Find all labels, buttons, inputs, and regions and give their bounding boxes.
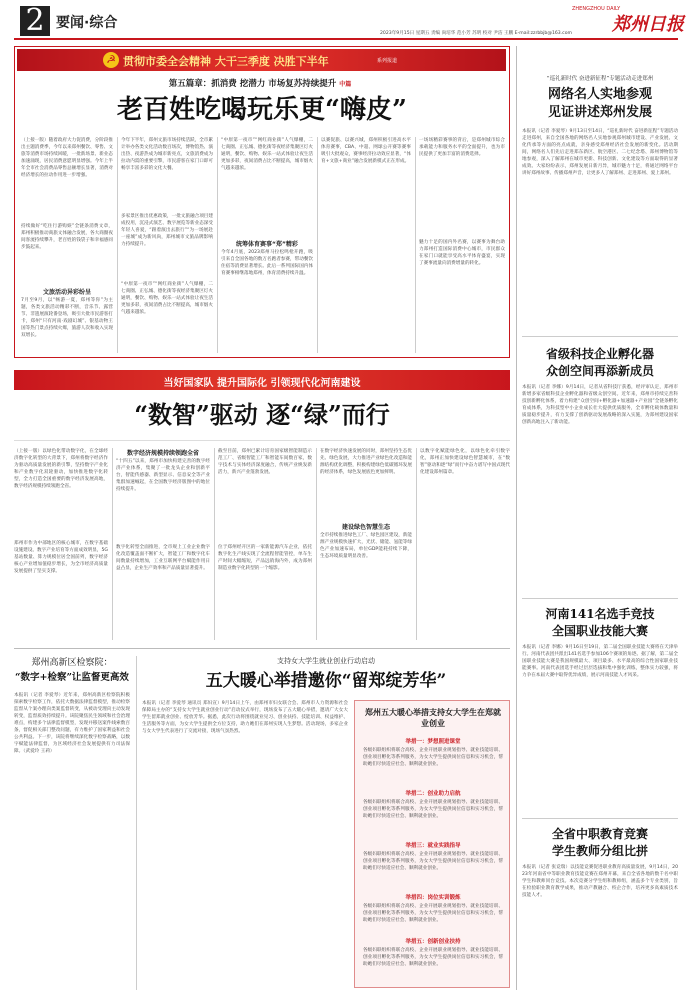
top-subtitle-text: 第五篇章：抓消费 挖潜力 市场复苏持续提升	[168, 79, 337, 89]
bottom-left-headline-1: 郑州高新区检察院：	[31, 658, 113, 668]
mid-col-rule-3	[316, 448, 317, 640]
section-title: 要闻·综合	[56, 15, 118, 31]
banner-main-text: 贯彻市委全会精神 大干三季度 决胜下半年	[123, 55, 329, 68]
bottom-divider	[14, 648, 510, 649]
right-a4-title-1: 全省中职教育竞赛	[551, 827, 648, 841]
mid-paragraph-8: 全市持续推进绿色工厂、绿色园区建设，新能源产业规模快速扩大，光伏、储能、氢能等绿色产业加速布局，单位GDP能耗持续下降，生态环境质量明显改善。	[320, 533, 412, 559]
mid-paragraph-2: 郑州市作为中部地区的核心城市，在数字基础设施建设、数字产业培育等方面成效明显，5G基站数量、算力规模位居全国前列，数字经济核心产业增加值稳步增长，为全市经济高质量发展提供了坚实支撑。	[14, 541, 108, 574]
bottom-left-article	[14, 656, 130, 990]
measure-text-1: 各级妇联组织将联合高校、企业开展职业规划指导、就业技能培训、创业项目孵化等系列服务，为女大学生提供岗位信息和实习机会，帮助她们尽快适应社会、顺利就业创业。	[363, 748, 503, 767]
masthead	[0, 0, 690, 40]
right-a3-body: 本报讯（记者 李娜）9月16日至19日，第二届全国职业技能大赛将在天津举行。河南代表团共派出141名选手参加106个赛项的角逐。据了解，第二届全国职业技能大赛是我国规模最大、项目最多、水平最高的综合性国家职业技能赛事。河南代表团选手经过层层选拔和集中强化训练，整体实力较强，将力争在本届大赛中取得优异成绩，展示河南技能人才风采。	[522, 645, 678, 678]
right-a1-title-1: 网络名人实地参观	[547, 87, 652, 102]
right-a3-title-2: 全国职业技能大赛	[551, 624, 648, 638]
top-paragraph-2: 7月至9月，以“畅游一夏，郑州等你”为主题，各类文旅活动精彩不断，音乐节、露营节、非遗展演轮番登场，吸引大批市民游客打卡，郑州“只有河南·戏剧幻城”、银基动物王国等热门景点持续火爆，旅游人次和收入实现双增长。	[21, 298, 113, 338]
right-a1-body: 本报讯（记者 李爱琴）9月13日至14日，“巡礼新时代 奋进新征程”专题活动走进郑州，来自全国各地的网络名人实地参观郑州城市建设、产业发展、文化传承等方面的亮点成就，亲身感受郑州经济社会发展的新变化。活动期间，网络名人们先后走进郑东新区、航空港区、二七纪念塔、郑州博物馆等地参观，深入了解郑州在城市更新、科技创新、文化建设等方面取得的显著成效。大家纷纷表示，郑州发展日新月异，城市魅力十足，将通过网络平台讲好郑州故事、传播郑州声音，让更多人了解郑州、走进郑州、爱上郑州。	[522, 129, 678, 176]
party-emblem-icon: ☭	[103, 52, 119, 68]
top-paragraph-9: 魅力十足的国内外名赛，以赛事为舞台助力郑州打造国际消费中心城市，市民群众在家门口就能享受高水平体育盛宴，实现了赛事流量向消费增量的转化。	[419, 240, 505, 266]
top-feature-box	[14, 46, 510, 358]
paper-en-name: ZHENGZHOU DAILY	[572, 6, 621, 12]
mid-col-rule-2	[214, 448, 215, 640]
top-subtitle	[115, 77, 405, 89]
mid-headline-rule	[14, 440, 510, 441]
top-col-rule-4	[415, 137, 416, 353]
top-headline: 老百姓吃喝玩乐更“嗨皮”	[117, 95, 407, 125]
mid-paragraph-6: 位于郑州经开区的一家新能源汽车企业，依托数字化生产线实现了全流程智能管控，单车生产时间大幅缩短，产品远销海内外，成为郑州制造业数字化转型的一个缩影。	[218, 545, 312, 571]
measure-item-1: 举措一：梦想照进课堂	[405, 739, 461, 745]
top-col-rule-1	[117, 137, 118, 353]
right-col-rule	[516, 46, 517, 990]
measure-item-2: 举措二：创业助力启航	[405, 791, 461, 797]
top-section-head-1: 文旅活动异彩纷呈	[42, 289, 91, 296]
measure-text-5: 各级妇联组织将联合高校、企业开展职业规划指导、就业技能培训、创业项目孵化等系列服务，为女大学生提供岗位信息和实习机会，帮助她们尽快适应社会、顺利就业创业。	[363, 948, 503, 967]
issue-info: 2023年9月15日 星期五 责编 尚培华 范小芳 苏明 校对 尹洁 王鹏 E-mail:zzrbbjb@163.com	[380, 31, 572, 36]
measure-item-5: 举措五：创新创业扶持	[405, 939, 461, 945]
mid-subhead-2: 建设绿色智慧生态	[341, 524, 390, 531]
measures-box	[354, 700, 510, 988]
right-a2-body: 本报讯（记者 李娜）9月14日，记者从省科技厅获悉，经评审认定，郑州市新增多家省级科技企业孵化器和省级众创空间。近年来，郑州市持续完善科技创新孵化体系，着力构建“众创空间+孵化器+加速器+产业园”全链条孵化育成体系，为科技型中小企业成长壮大提供优质服务，全市孵化载体数量和质量稳步提升，有力支撑了创新驱动发展战略的深入实施，为郑州建设国家创新高地注入了新动能。	[522, 385, 678, 425]
measure-text-3: 各级妇联组织将联合高校、企业开展职业规划指导、就业技能培训、创业项目孵化等系列服务，为女大学生提供岗位信息和实习机会，帮助她们尽快适应社会、顺利就业创业。	[363, 852, 503, 871]
mid-banner	[14, 370, 510, 390]
right-a3-title-1: 河南141名选手竞技	[545, 607, 655, 621]
top-paragraph-1b: 持续做好“吃住行游购娱”全链条消费文章，郑州积极推动商旅文体融合发展，各大商圈夜间客流持续攀升，老百姓的钱袋子和幸福感同步鼓起来。	[21, 224, 113, 250]
top-paragraph-7: 以赛促旅、以赛兴城，郑州积极引进高水平体育赛事，CBA、中超、网球公开赛等赛事吸引大批观众，赛事经济拉动效应显著，“体育+文旅+商业”融合发展新模式正在形成。	[321, 138, 411, 164]
mid-paragraph-9: 以数字化赋能绿色化，以绿色化牵引数字化，郑州正加快建设绿色智慧城市，在“数智”驱动和逐“绿”而行中奋力谱写中国式现代化建设郑州篇章。	[420, 449, 510, 475]
bottom-col-rule	[136, 656, 137, 990]
mid-paragraph-5: 截至目前，郑州已累计培育国家级智能制造示范工厂、省级智能工厂和智能车间数百家，数字技术与实体经济深度融合，传统产业焕发新活力，新兴产业蓬勃发展。	[218, 449, 312, 475]
right-rule-1	[522, 336, 678, 337]
mid-paragraph-7: 在数字经济快速发展的同时，郑州坚持生态优先、绿色发展，大力推进产业绿色化改造和能源结构优化调整，积极构建绿色低碳循环发展的经济体系，绿色发展底色更加鲜明。	[320, 449, 412, 475]
top-paragraph-8: 一场场精彩赛事的背后，是郑州城市综合承载能力和服务水平的全面提升，也为市民提供了更加丰富的消费选择。	[419, 138, 505, 157]
masthead-rule	[14, 38, 678, 40]
bottom-center-headline: 五大暖心举措邀你“留郑绽芳华”	[205, 671, 447, 691]
right-a1-kicker: “巡礼新时代 奋进新征程”专题活动走进郑州	[546, 76, 654, 82]
right-a4-body: 本报讯（记者 张竞瑞）以技能竞赛促进职业教育高质量发展，9月14日，2023年河南省中等职业教育技能竞赛在郑州开幕，来自全省各地的数千名中职学生和教师同台竞技。本次竞赛分学生组和教师组，涵盖多个专业类别，旨在检验职业教育教学成果，推动产教融合、校企合作，培养更多高素质技术技能人才。	[522, 865, 678, 898]
bottom-left-body: 本报讯（记者 李爱琴）近年来，郑州高新区检察院积极探索数字检察工作，依托大数据法律监督模型，推动检察监督从个案办理向类案监督转变，从被动受理向主动发现转变，监督质效持续提升。该院聚焦民生领域和社会治理难点，构建多个法律监督模型，发现并移送案件线索数百条，督促相关部门整改问题，有力维护了国家利益和社会公共利益。下一步，该院将继续深化数字检察战略，以数字赋能法律监督，为区域经济社会发展提供有力司法保障。（武爱玲 王莉）	[14, 693, 130, 754]
measure-text-2: 各级妇联组织将联合高校、企业开展职业规划指导、就业技能培训、创业项目孵化等系列服务，为女大学生提供岗位信息和实习机会，帮助她们尽快适应社会、顺利就业创业。	[363, 800, 503, 819]
top-col-rule-3	[317, 137, 318, 353]
mid-subhead-1: 数字经济规模持续领跑全省	[126, 450, 199, 457]
top-col-rule-2	[217, 137, 218, 353]
right-a1-title-2: 见证讲述郑州发展	[547, 105, 652, 120]
mid-paragraph-4: 数字化转型全面推进，全市规上工业企业数字化改造覆盖面不断扩大，智能工厂和数字化车间数量持续增加，工业互联网平台赋能作用日益凸显，企业生产效率和产品质量显著提升。	[116, 545, 210, 571]
page-number: 2	[20, 6, 50, 36]
right-a2-title-1: 省级科技企业孵化器	[545, 347, 654, 361]
right-column	[522, 46, 678, 990]
top-banner	[17, 49, 506, 71]
right-rule-2	[522, 598, 678, 599]
mid-headline: “数智”驱动 逐“绿”而行	[134, 400, 390, 429]
mid-col-rule-4	[416, 448, 417, 640]
top-paragraph-1: （上接一版）随着政府大力促消费，分阶段推出主题消费季，今年以来郑州餐饮、零售、文旅等消费市场持续回暖，一批新场景、新业态加速涌现，居民消费意愿明显增强。今年上半年全市社会消费品零售总额增长显著，消费对经济增长的拉动作用进一步增强。	[21, 138, 113, 178]
right-rule-3	[522, 818, 678, 819]
top-paragraph-4: 多家景区推出优惠政策，一批文旅融合项目建成投用，沉浸式演艺、数字展览等新业态深受年轻人喜爱，“跟着演出去旅行”“为一场展赴一座城”成为新风尚，郑州城市文旅品牌影响力持续提升。	[121, 214, 213, 247]
mid-col-rule-1	[112, 448, 113, 640]
top-subtitle-tag: 中篇	[339, 81, 352, 88]
right-a2-title-2: 众创空间再添新成员	[545, 364, 654, 378]
measures-box-title: 郑州五大暖心举措支持女大学生在郑就业创业	[365, 708, 501, 728]
top-section-head-2: 统筹体育赛事“郑”精彩	[236, 241, 298, 248]
top-paragraph-5b: “中原第一夜市”“网红商业街”人气爆棚，二七商圈、正弘城、德化街等夜经济集聚区灯火通明，餐饮、购物、娱乐一站式体验让夜生活更加多彩，夜间消费占比不断提高，城市烟火气越来越浓。	[221, 138, 313, 171]
measure-text-4: 各级妇联组织将联合高校、企业开展职业规划指导、就业技能培训、创业项目孵化等系列服务，为女大学生提供岗位信息和实习机会，帮助她们尽快适应社会、顺利就业创业。	[363, 904, 503, 923]
mid-banner-text: 当好国家队 提升国际化 引领现代化河南建设	[163, 378, 361, 389]
bottom-center-article	[142, 656, 510, 990]
top-paragraph-6: 今年4月底，2023郑州马拉松鸣枪开跑，吸引来自全国各地的数万名跑者参赛，带动餐饮住宿等消费显著增长。此后一系列国际国内体育赛事相继落地郑州，体育消费持续升温。	[221, 250, 313, 276]
bottom-center-kicker: 支持女大学生就业创业行动启动	[277, 657, 375, 665]
bottom-left-headline-2: “数字+检察”让监督更高效	[15, 672, 129, 683]
right-a4-title-2: 学生教师分组比拼	[551, 844, 648, 858]
bottom-center-body: 本报讯（记者 李爱琴 通讯员 郑妇宣）9月14日上午，由郑州市妇女联合会、郑州市人力资源和社会保障局主办的“支持女大学生就业创业行动”启动仪式举行，现场发布了五大暖心举措，邀请广大女大学生留郑就业创业、绽放芳华。据悉，此次行动将围绕就业见习、创业扶持、技能培训、权益维护、生活服务等方面，为女大学生提供全方位支持，助力她们在郑州实现人生梦想。活动现场，多家企业与女大学生代表进行了交流对接，现场气氛热烈。	[142, 701, 348, 734]
mid-paragraph-1: （上接一版）以绿色化带动数字化，在全球经济数字化转型的大背景下，郑州将数字经济作为驱动高质量发展的新引擎，坚持数字产业化和产业数字化双轮驱动，加快推进数字化转型，全力打造全国重要的数字经济发展高地，数字经济规模持续领跑全省。	[14, 449, 108, 489]
measure-item-3: 举措三：就业实践指导	[405, 843, 461, 849]
measure-item-4: 举措四：岗位实训锻炼	[405, 895, 461, 901]
top-paragraph-3: 今年下半年，郑州文旅市场持续活跃，全市累计举办各类文化活动数百场次，博物馆热、演出热、夜游热成为城市新亮点，文旅消费成为拉动内需的重要引擎，市民游客在家门口即可畅享丰富多彩的文化大餐。	[121, 138, 213, 171]
mid-paragraph-3: “十四五”以来，郑州市加快构建完善的数字经济产业体系，集聚了一批龙头企业和创新平台，智能传感器、新型显示、信息安全等产业集群加速崛起，在全国数字经济版图中的地位持续提升。	[116, 459, 210, 492]
paper-cn-name: 郑州日报	[612, 14, 684, 35]
top-paragraph-5: “中原第一夜市”“网红商业街”人气爆棚，二七商圈、正弘城、德化街等夜经济集聚区灯火通明，餐饮、购物、娱乐一站式体验让夜生活更加多彩，夜间消费占比不断提高，城市烟火气越来越浓。	[121, 282, 213, 315]
banner-tag: 系列报道	[377, 58, 398, 64]
